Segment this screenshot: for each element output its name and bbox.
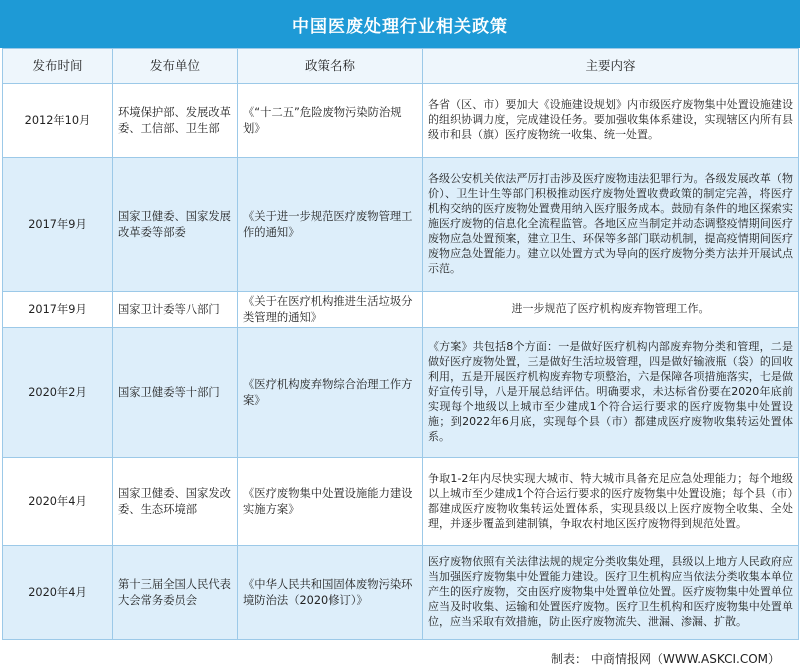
cell-time: 2017年9月 (3, 292, 113, 328)
table-row (3, 546, 799, 640)
table-header-row (3, 49, 799, 84)
footer-source: 中商情报网（WWW.ASKCI.COM） (591, 651, 780, 666)
cell-content: 医疗废物依照有关法律法规的规定分类收集处理，县级以上地方人民政府应当加强医疗废物集中处置能力建设。医疗卫生机构应当依法分类收集本单位产生的医疗废物，交由医疗废物集中处置单位处置。医疗废物集中处置单位应当及时收集、运输和处置医疗废物。医疗卫生机构和医疗废物集中处置单位，应当采取有效措施，防止医疗废物流失、泄漏、渗漏、扩散。 (423, 546, 799, 640)
cell-policy-name: 《关于进一步规范医疗废物管理工作的通知》 (238, 158, 423, 292)
cell-policy-name: 《中华人民共和国固体废物污染环境防治法（2020修订）》 (238, 546, 423, 640)
header-content: 主要内容 (423, 49, 799, 84)
cell-time: 2012年10月 (3, 84, 113, 158)
cell-content: 进一步规范了医疗机构废弃物管理工作。 (423, 292, 799, 328)
table-row (3, 458, 799, 546)
table-row (3, 158, 799, 292)
cell-time: 2020年4月 (3, 546, 113, 640)
cell-policy-name: 《医疗机构废弃物综合治理工作方案》 (238, 328, 423, 458)
table-title: 中国医废处理行业相关政策 (0, 0, 800, 48)
table-row (3, 292, 799, 328)
cell-org: 第十三届全国人民代表大会常务委员会 (113, 546, 238, 640)
cell-policy-name: 《关于在医疗机构推进生活垃圾分类管理的通知》 (238, 292, 423, 328)
cell-org: 国家卫计委等八部门 (113, 292, 238, 328)
cell-policy-name: 《“十二五”危险废物污染防治规划》 (238, 84, 423, 158)
cell-content: 各级公安机关依法严厉打击涉及医疗废物违法犯罪行为。各级发展改革（物价）、卫生计生等部门积极推动医疗废物处置收费政策的制定完善，将医疗机构交纳的医疗废物处置费用纳入医疗服务成本。鼓励有条件的地区探索实施医疗废物的信息化全流程监管。各地区应当制定并动态调整疫情期间医疗废物应急处置预案，建立卫生、环保等多部门联动机制，提高疫情期间医疗废物应急处置能力。建立以处置方式为导向的医疗废物分类方法并开展试点示范。 (423, 158, 799, 292)
cell-time: 2020年2月 (3, 328, 113, 458)
policy-table (2, 48, 799, 640)
cell-org: 国家卫健委、国家发改委、生态环境部 (113, 458, 238, 546)
cell-policy-name: 《医疗废物集中处置设施能力建设实施方案》 (238, 458, 423, 546)
cell-content: 各省（区、市）要加大《设施建设规划》内市级医疗废物集中处置设施建设的组织协调力度，完成建设任务。要加强收集体系建设，实现辖区内所有县级市和县（旗）医疗废物统一收集、统一处置。 (423, 84, 799, 158)
footer-label: 制表： (551, 651, 588, 666)
cell-time: 2017年9月 (3, 158, 113, 292)
cell-time: 2020年4月 (3, 458, 113, 546)
table-row (3, 84, 799, 158)
cell-content: 《方案》共包括8个方面：一是做好医疗机构内部废弃物分类和管理，二是做好医疗废物处置，三是做好生活垃圾管理，四是做好输液瓶（袋）的回收利用，五是开展医疗机构废弃物专项整治，六是保障各项措施落实，七是做好宣传引导，八是开展总结评估。明确要求，未达标省份要在2020年底前实现每个地级以上城市至少建成1个符合运行要求的医疗废物集中处置设施；到2022年6月底，实现每个县（市）都建成医疗废物收集转运处置体系。 (423, 328, 799, 458)
cell-org: 环境保护部、发展改革委、工信部、卫生部 (113, 84, 238, 158)
header-org: 发布单位 (113, 49, 238, 84)
header-name: 政策名称 (238, 49, 423, 84)
cell-org: 国家卫健委、国家发展改革委等部委 (113, 158, 238, 292)
cell-org: 国家卫健委等十部门 (113, 328, 238, 458)
header-time: 发布时间 (3, 49, 113, 84)
source-footer (0, 646, 800, 670)
table-row (3, 328, 799, 458)
cell-content: 争取1-2年内尽快实现大城市、特大城市具备充足应急处理能力；每个地级以上城市至少建成1个符合运行要求的医疗废物集中处置设施；每个县（市）都建成医疗废物收集转运处置体系，实现县级以上医疗废物全收集、全处理，并逐步覆盖到建制镇，争取农村地区医疗废物得到规范处置。 (423, 458, 799, 546)
